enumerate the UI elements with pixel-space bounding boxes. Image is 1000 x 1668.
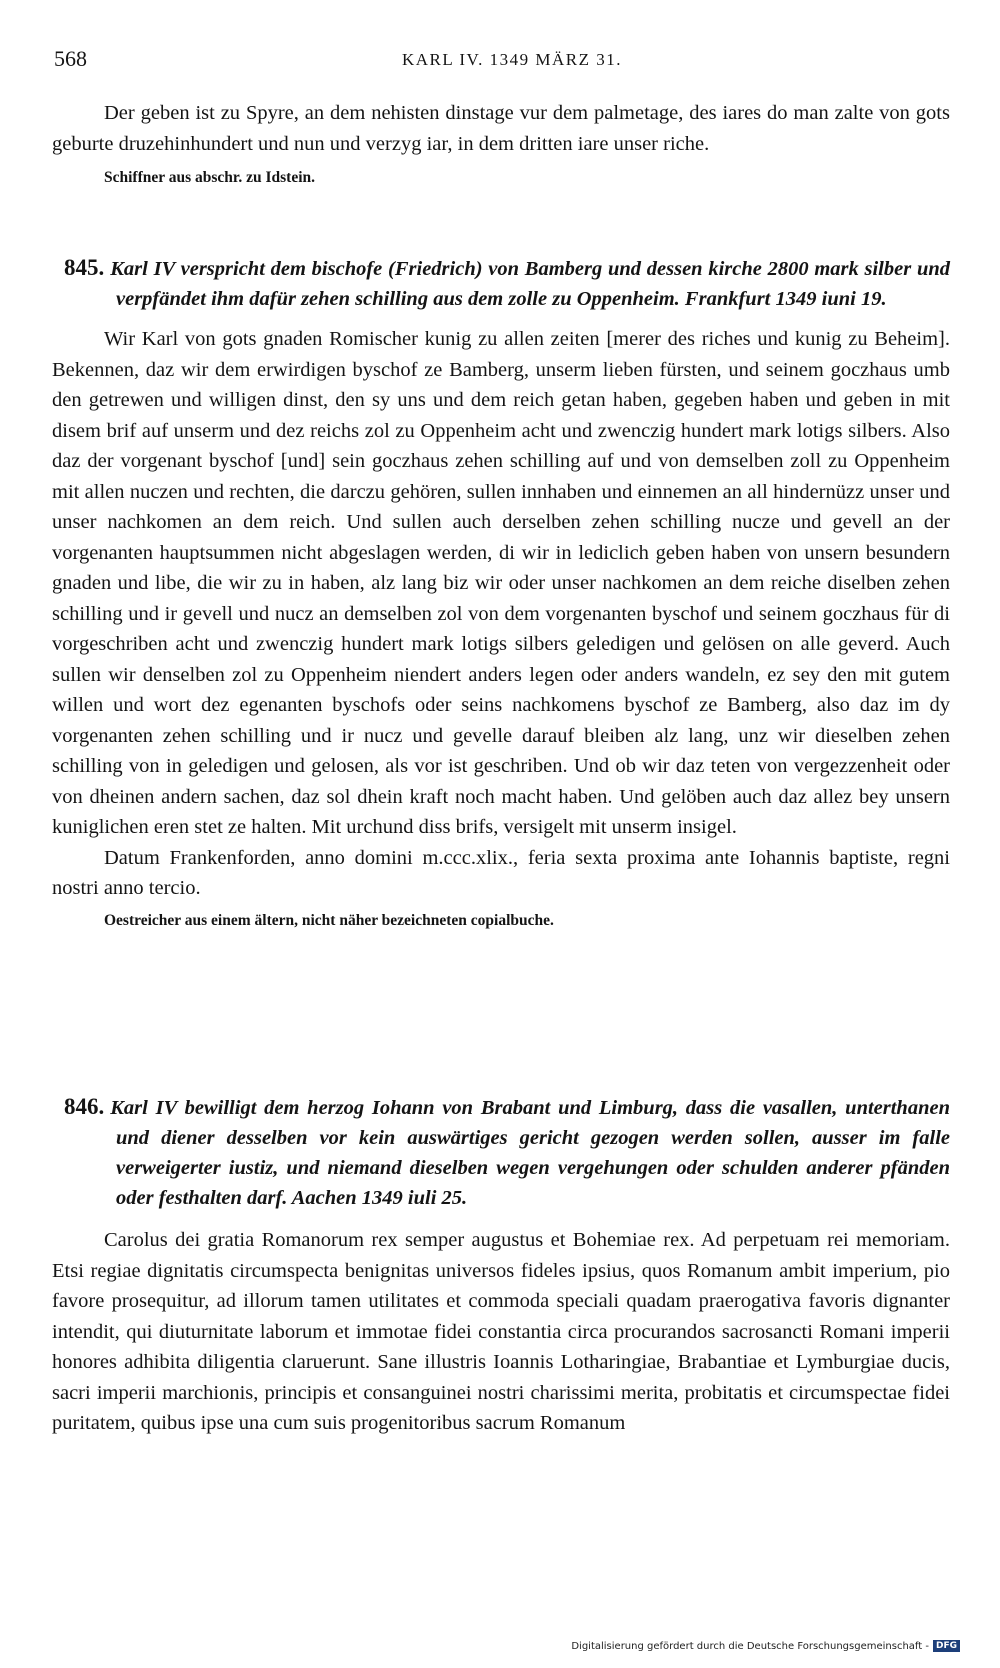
entry-845-number: 845. bbox=[64, 255, 105, 280]
entry-845-heading bbox=[52, 253, 950, 314]
entry-846-title: Karl IV bewilligt dem herzog Iohann von Brabant und Limburg, dass die vasallen, unterthanen und diener desselben vor kein auswärtiges gericht gezogen werden sollen, ausser im falle verweigerter iustiz, und niemand dieselben wegen vergehungen oder schulden anderer pfänden oder festhalten darf. Aachen 1349 iuli 25. bbox=[110, 1097, 950, 1209]
entry-846-number: 846. bbox=[64, 1094, 105, 1119]
fragment-text: Der geben ist zu Spyre, an dem nehisten dinstage vur dem palmetage, des iares do man zalte von gots geburte druzehinhundert und nun und verzyg iar, in dem dritten iare unser riche. bbox=[52, 102, 950, 155]
entry-845-dating: Datum Frankenforden, anno domini m.ccc.xlix., feria sexta proxima ante Iohannis baptiste, regni nostri anno tercio. bbox=[52, 846, 950, 899]
entry-845-body: Wir Karl von gots gnaden Romischer kunig zu allen zeiten [merer des riches und kunig zu Beheim]. Bekennen, daz wir dem erwirdigen byschof ze Bamberg, unserm lieben fürsten, und seinem goczhaus umb den getrewen und willigen dinst, den sy uns und dem reich getan haben, gegeben haben und geben in mit disem brif auf unserm und dez reichs zol zu Oppenheim acht und zwenczig hundert mark lotigs silbers. Also daz der vorgenant byschof [und] sein goczhaus zehen schilling auf und von demselben zoll zu Oppenheim mit allen nuczen und rechten, die darczu gehören, sullen innhaben und einnemen an all hindernüzz unser und unser nachkomen an dem reich. Und sullen auch derselben zehen schilling nucze und gevell an der vorgenanten hauptsummen nicht abgeslagen werden, di wir in lediclich geben haben von unsern besundern gnaden und libe, die wir zu in haben, alz lang biz wir oder unser nachkomen an dem reiche diselben zehen schilling und ir gevell und nucz an demselben zol von dem vorgenanten byschof und seinem goczhaus für di vorgeschriben acht und zwenczig hundert mark lotigs silbers geledigen und gelösen on alle geverd. Auch sullen wir denselben zol zu Oppenheim niendert anders legen oder anders wandeln, ez sey den mit gutem willen und wort dez egenanten byschofs oder seins nachkomens byschof ze Bamberg, also daz im dy vorgenanten zehen schilling und ir nucz und gevelle darauf bleiben alz lang, unz wir dieselben zehen schilling von in geledigen und gelosen, als vor ist geschriben. Und ob wir daz teten von vergezzenheit oder von dheinen andern sachen, daz sol dhein kraft noch macht haben. Und gelöben auch daz allez bey unsern kuniglichen eren stet ze halten. Mit urchund diss brifs, versigelt mit unserm insigel. bbox=[52, 328, 950, 838]
page-header bbox=[52, 46, 952, 76]
entry-846-body: Carolus dei gratia Romanorum rex semper augustus et Bohemiae rex. Ad perpetuam rei memoriam. Etsi regiae dignitatis circumspecta benignitas universos fideles ipsius, quos Romanum ambit imperium, pio favore prosequitur, ad illorum tamen utilitates et commoda speciali quadam praerogativa favoris dignanter intendit, qui diuturnitate laborum et immotae fidei constantia circa procurandos sacrosancti Romani imperii honores adhibita diligentia claruerunt. Sane illustris Ioannis Lotharingiae, Brabantiae et Lymburgiae ducis, sacri imperii marchionis, principis et consanguinei nostri charissimi merita, probitatis et circumspectae fidei puritatem, quibus ipse una cum suis progenitoribus sacrum Romanum bbox=[52, 1229, 950, 1434]
dfg-logo: DFG bbox=[933, 1640, 960, 1652]
digitization-footer bbox=[571, 1640, 960, 1652]
entry-845-source: Oestreicher aus einem ältern, nicht näher bezeichneten copialbuche. bbox=[104, 911, 554, 929]
fragment-source: Schiffner aus abschr. zu Idstein. bbox=[104, 169, 316, 186]
top-fragment bbox=[52, 98, 950, 189]
footer-text: Digitalisierung gefördert durch die Deutsche Forschungsgemeinschaft - bbox=[571, 1640, 929, 1652]
running-head: KARL IV. 1349 MÄRZ 31. bbox=[401, 50, 622, 69]
entry-846 bbox=[52, 1092, 950, 1439]
entry-845 bbox=[52, 253, 950, 932]
entry-845-title: Karl IV verspricht dem bischofe (Friedrich) von Bamberg und dessen kirche 2800 mark silber und verpfändet ihm dafür zehen schilling aus dem zolle zu Oppenheim. Frankfurt 1349 iuni 19. bbox=[110, 258, 950, 310]
entry-846-heading bbox=[52, 1092, 950, 1213]
page-number: 568 bbox=[54, 46, 87, 71]
